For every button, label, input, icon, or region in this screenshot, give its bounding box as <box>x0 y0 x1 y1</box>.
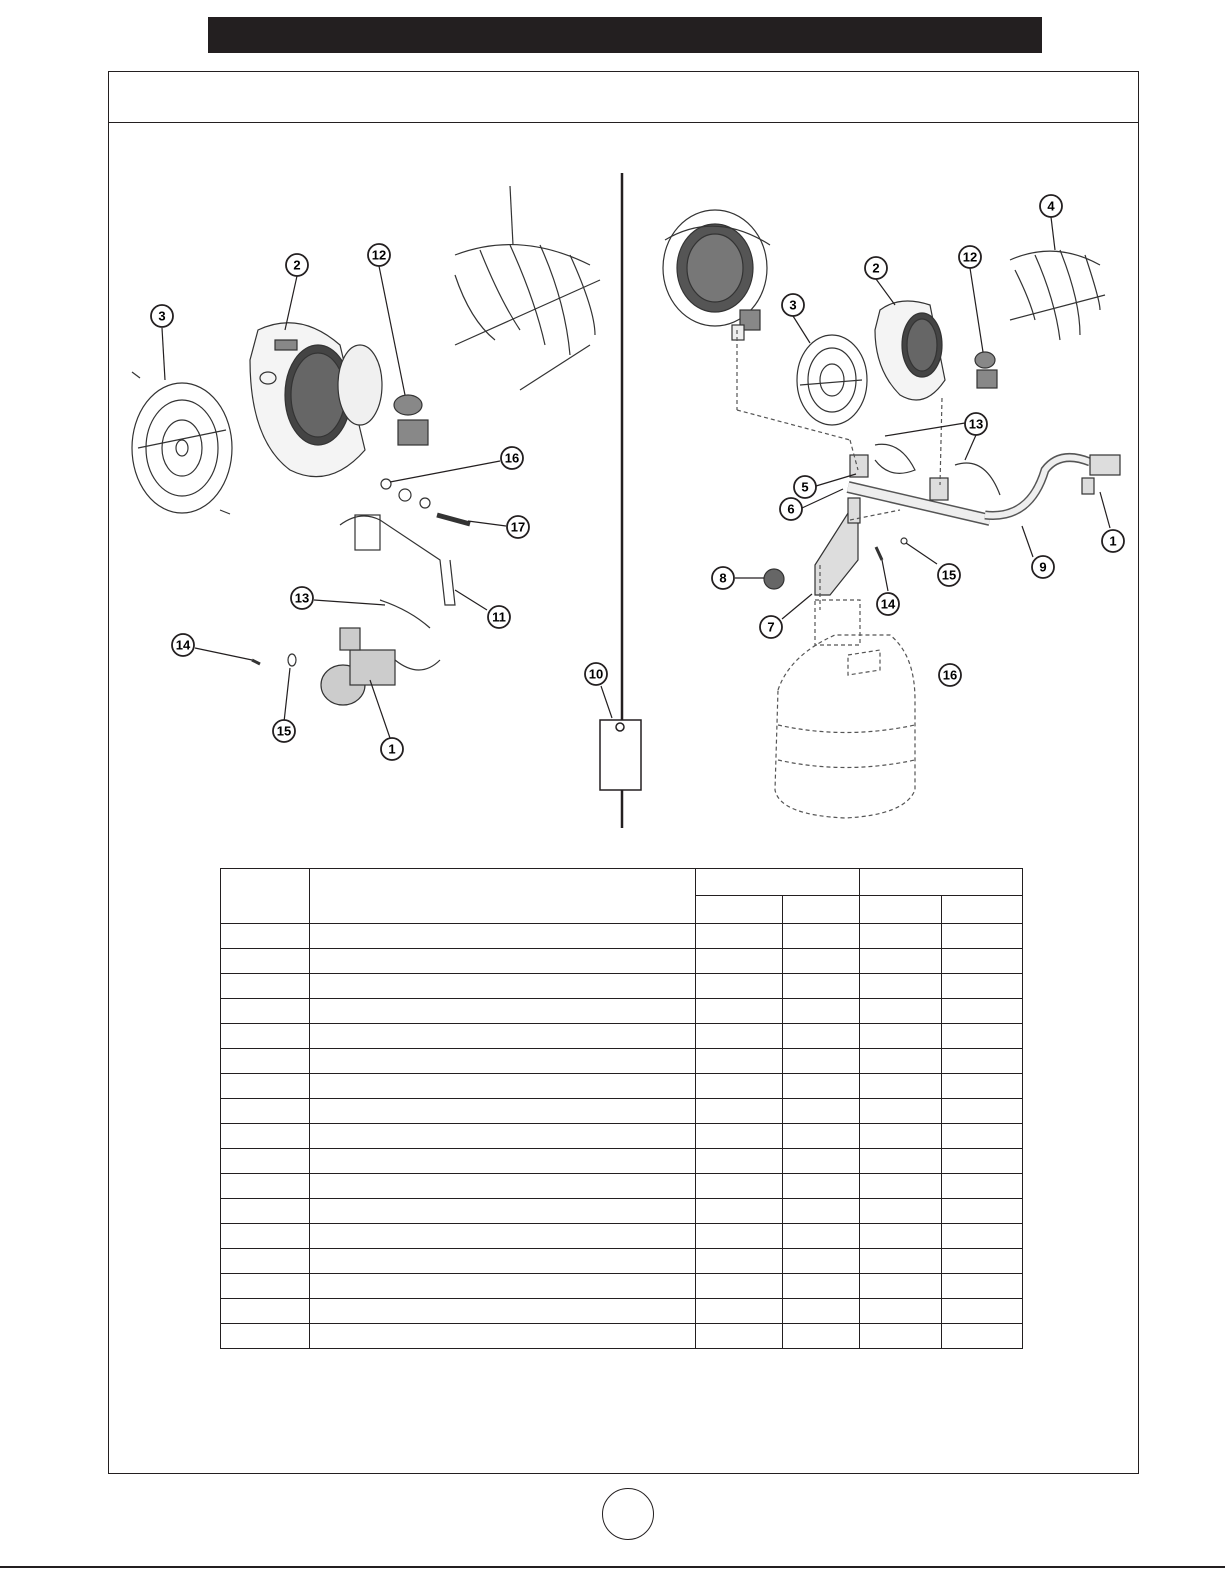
callout-14 <box>172 634 194 656</box>
left-hardware <box>381 479 470 524</box>
row-key-no <box>221 1124 310 1149</box>
row-col-a2 <box>782 1274 859 1299</box>
row-col-a1 <box>695 1274 782 1299</box>
row-key-no <box>221 1174 310 1199</box>
row-key-no <box>221 924 310 949</box>
callout-9 <box>1032 556 1054 578</box>
row-description <box>310 1074 695 1099</box>
callout-label: 5 <box>801 479 809 495</box>
right-wire-guard <box>1010 250 1105 340</box>
row-key-no <box>221 1224 310 1249</box>
callout-11 <box>488 606 510 628</box>
right-tank-bracket <box>764 498 860 595</box>
callout-8 <box>712 567 734 589</box>
row-description <box>310 949 695 974</box>
table-row <box>221 1099 1023 1124</box>
callout-label: 7 <box>767 619 775 635</box>
table-row <box>221 1149 1023 1174</box>
callout-label: 6 <box>787 501 795 517</box>
row-key-no <box>221 1074 310 1099</box>
table-row <box>221 1224 1023 1249</box>
callout-5 <box>794 476 816 498</box>
row-key-no <box>221 1299 310 1324</box>
row-col-a1 <box>695 1224 782 1249</box>
callout-12 <box>959 246 981 268</box>
right-assembled-heater <box>663 210 770 340</box>
row-col-a1 <box>695 949 782 974</box>
callout-15 <box>273 720 295 742</box>
row-col-b1 <box>859 1174 941 1199</box>
row-col-b2 <box>941 949 1022 974</box>
table-row <box>221 1299 1023 1324</box>
row-col-b1 <box>859 949 941 974</box>
row-description <box>310 1174 695 1199</box>
row-col-a2 <box>782 1099 859 1124</box>
row-col-b1 <box>859 1124 941 1149</box>
row-col-b1 <box>859 924 941 949</box>
row-col-b2 <box>941 1299 1022 1324</box>
row-col-b2 <box>941 924 1022 949</box>
right-guard-front <box>797 335 867 425</box>
left-bracket-rod <box>340 515 455 605</box>
row-key-no <box>221 974 310 999</box>
callout-13 <box>965 413 987 435</box>
row-col-b1 <box>859 1074 941 1099</box>
row-col-b2 <box>941 1199 1022 1224</box>
right-leader-lines <box>735 217 1110 619</box>
table-row <box>221 1124 1023 1149</box>
bottom-rule <box>0 1566 1225 1568</box>
callout-label: 3 <box>789 297 797 313</box>
row-key-no <box>221 1024 310 1049</box>
row-col-a2 <box>782 1149 859 1174</box>
callout-12 <box>368 244 390 266</box>
row-col-a2 <box>782 999 859 1024</box>
table-row <box>221 974 1023 999</box>
right-callouts <box>712 195 1124 686</box>
row-key-no <box>221 1249 310 1274</box>
row-col-a1 <box>695 999 782 1024</box>
callout-label: 1 <box>388 741 396 757</box>
callout-label: 2 <box>293 257 301 273</box>
row-col-b1 <box>859 1324 941 1349</box>
header-sub-b2 <box>941 896 1022 924</box>
callout-1 <box>381 738 403 760</box>
table-row <box>221 1074 1023 1099</box>
row-col-a1 <box>695 1024 782 1049</box>
table-row <box>221 924 1023 949</box>
callout-label: 16 <box>942 667 958 683</box>
right-reflector <box>875 301 945 400</box>
parts-list-table <box>220 868 1023 1349</box>
row-col-a1 <box>695 1124 782 1149</box>
right-manifold <box>848 444 1120 520</box>
row-description <box>310 999 695 1024</box>
callout-label: 17 <box>510 519 526 535</box>
row-key-no <box>221 1099 310 1124</box>
row-col-b1 <box>859 1149 941 1174</box>
row-description <box>310 1299 695 1324</box>
row-description <box>310 1224 695 1249</box>
callout-label: 4 <box>1047 198 1055 214</box>
row-col-b2 <box>941 1174 1022 1199</box>
table-row <box>221 1024 1023 1049</box>
row-description <box>310 1049 695 1074</box>
table-row <box>221 1249 1023 1274</box>
callout-16 <box>501 447 523 469</box>
right-solenoid-valve <box>975 352 997 388</box>
callout-label: 8 <box>719 570 727 586</box>
row-description <box>310 1149 695 1174</box>
row-col-b2 <box>941 1274 1022 1299</box>
callout-3 <box>782 294 804 316</box>
table-row <box>221 1174 1023 1199</box>
callout-label: 12 <box>962 249 978 265</box>
callout-label: 14 <box>880 596 896 612</box>
row-col-a2 <box>782 1174 859 1199</box>
row-description <box>310 924 695 949</box>
row-col-a2 <box>782 924 859 949</box>
row-col-b1 <box>859 1099 941 1124</box>
row-col-a1 <box>695 1074 782 1099</box>
left-guard-front <box>132 372 232 514</box>
row-col-b2 <box>941 1224 1022 1249</box>
row-col-a2 <box>782 1024 859 1049</box>
row-col-a2 <box>782 1224 859 1249</box>
row-key-no <box>221 1274 310 1299</box>
header-sub-a2 <box>782 896 859 924</box>
callout-1 <box>1102 530 1124 552</box>
left-tag <box>600 720 641 790</box>
row-col-b2 <box>941 1099 1022 1124</box>
row-col-a1 <box>695 1299 782 1324</box>
row-col-b1 <box>859 1224 941 1249</box>
row-col-b2 <box>941 1024 1022 1049</box>
row-col-b2 <box>941 1074 1022 1099</box>
row-key-no <box>221 999 310 1024</box>
row-description <box>310 1124 695 1149</box>
row-col-b2 <box>941 1149 1022 1174</box>
callout-label: 3 <box>158 308 166 324</box>
left-wire-guard <box>455 186 600 390</box>
row-col-b1 <box>859 1049 941 1074</box>
callout-10 <box>585 663 607 685</box>
row-description <box>310 1024 695 1049</box>
left-solenoid-valve <box>394 395 428 445</box>
row-col-a1 <box>695 1149 782 1174</box>
header-group-a <box>695 869 859 896</box>
row-col-a1 <box>695 1199 782 1224</box>
header-sub-a1 <box>695 896 782 924</box>
table-row <box>221 1199 1023 1224</box>
page-number-circle <box>602 1488 654 1540</box>
row-description <box>310 1099 695 1124</box>
row-key-no <box>221 1199 310 1224</box>
row-col-b2 <box>941 999 1022 1024</box>
row-key-no <box>221 1049 310 1074</box>
row-col-a2 <box>782 1124 859 1149</box>
callout-16 <box>939 664 961 686</box>
row-col-a2 <box>782 1074 859 1099</box>
callout-label: 13 <box>294 590 310 606</box>
row-col-a1 <box>695 1099 782 1124</box>
row-col-a2 <box>782 1299 859 1324</box>
header-sub-b1 <box>859 896 941 924</box>
callout-label: 16 <box>504 450 520 466</box>
row-description <box>310 1324 695 1349</box>
row-col-b2 <box>941 1049 1022 1074</box>
row-col-a1 <box>695 924 782 949</box>
row-col-b1 <box>859 999 941 1024</box>
row-col-a1 <box>695 1249 782 1274</box>
callout-label: 2 <box>872 260 880 276</box>
row-col-a2 <box>782 1324 859 1349</box>
row-col-b1 <box>859 1249 941 1274</box>
row-col-b2 <box>941 1249 1022 1274</box>
row-col-a2 <box>782 1049 859 1074</box>
parts-list-body <box>221 924 1023 1349</box>
row-col-a2 <box>782 949 859 974</box>
callout-2 <box>865 257 887 279</box>
row-col-a1 <box>695 1174 782 1199</box>
row-col-a2 <box>782 1249 859 1274</box>
callout-label: 10 <box>588 666 604 682</box>
row-col-b2 <box>941 974 1022 999</box>
callout-7 <box>760 616 782 638</box>
callout-4 <box>1040 195 1062 217</box>
row-key-no <box>221 949 310 974</box>
callout-label: 15 <box>276 723 292 739</box>
row-col-b1 <box>859 1199 941 1224</box>
row-col-b2 <box>941 1324 1022 1349</box>
row-col-a1 <box>695 974 782 999</box>
callout-14 <box>877 593 899 615</box>
row-col-a2 <box>782 1199 859 1224</box>
callout-label: 9 <box>1039 559 1047 575</box>
row-description <box>310 1249 695 1274</box>
callout-15 <box>938 564 960 586</box>
callout-13 <box>291 587 313 609</box>
row-col-b1 <box>859 974 941 999</box>
header-group-b <box>859 869 1022 896</box>
left-reflector <box>250 323 382 477</box>
table-row <box>221 1049 1023 1074</box>
callout-6 <box>780 498 802 520</box>
callout-17 <box>507 516 529 538</box>
callout-label: 11 <box>492 609 506 625</box>
right-small-hardware <box>876 538 907 560</box>
row-col-a2 <box>782 974 859 999</box>
callout-2 <box>286 254 308 276</box>
table-row <box>221 1274 1023 1299</box>
table-row <box>221 949 1023 974</box>
row-col-b1 <box>859 1299 941 1324</box>
callout-3 <box>151 305 173 327</box>
row-col-a1 <box>695 1324 782 1349</box>
callout-label: 1 <box>1109 533 1117 549</box>
callout-label: 15 <box>941 567 957 583</box>
row-description <box>310 1274 695 1299</box>
callout-label: 13 <box>968 416 984 432</box>
row-col-b1 <box>859 1024 941 1049</box>
callout-label: 14 <box>175 637 191 653</box>
table-row <box>221 999 1023 1024</box>
table-row <box>221 1324 1023 1349</box>
row-col-b1 <box>859 1274 941 1299</box>
header-description <box>310 869 695 924</box>
row-key-no <box>221 1324 310 1349</box>
row-description <box>310 974 695 999</box>
header-key-no <box>221 869 310 924</box>
left-regulator-assembly <box>252 600 440 705</box>
row-col-b2 <box>941 1124 1022 1149</box>
row-col-a1 <box>695 1049 782 1074</box>
row-description <box>310 1199 695 1224</box>
callout-label: 12 <box>371 247 387 263</box>
row-key-no <box>221 1149 310 1174</box>
